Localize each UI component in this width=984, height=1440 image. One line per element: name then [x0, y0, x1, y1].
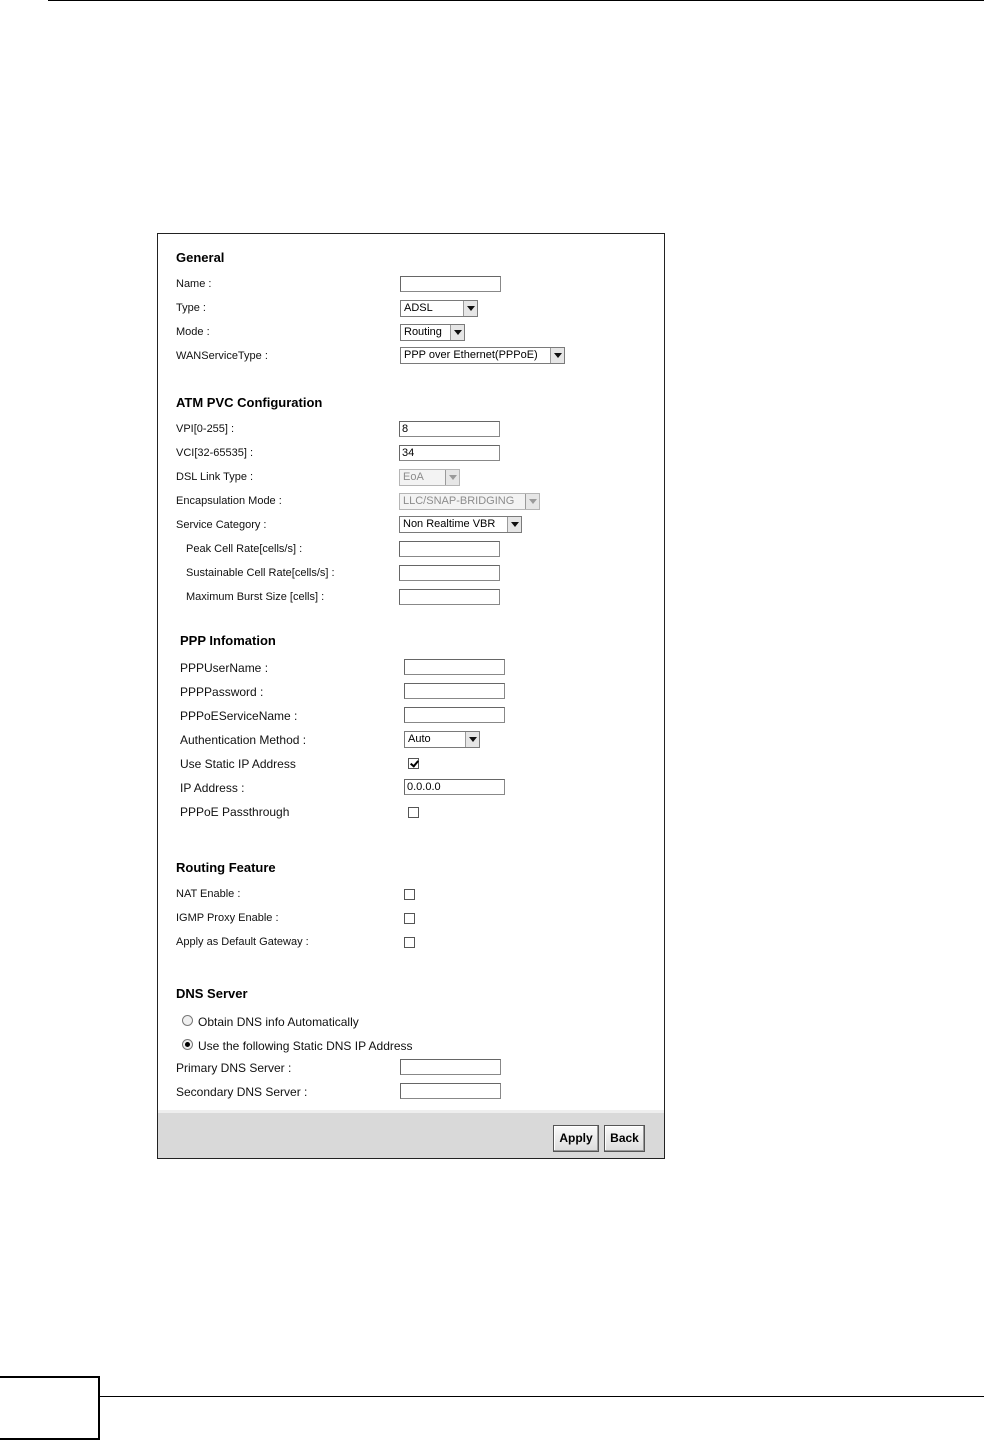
- ppp-password-input[interactable]: [404, 683, 505, 699]
- chevron-down-icon: [445, 470, 459, 485]
- default-gateway-checkbox[interactable]: [404, 937, 415, 948]
- peak-cell-rate-label: Peak Cell Rate[cells/s] :: [186, 543, 303, 555]
- name-label: Name :: [176, 278, 212, 290]
- pppoe-passthrough-label: PPPoE Passthrough: [180, 805, 290, 819]
- use-static-ip-checkbox[interactable]: [408, 758, 419, 769]
- dns-auto-label: Obtain DNS info Automatically: [198, 1015, 359, 1029]
- ppp-username-input[interactable]: [404, 659, 505, 675]
- authentication-method-value: Auto: [408, 733, 431, 745]
- apply-button[interactable]: Apply: [553, 1125, 599, 1152]
- encapsulation-mode-value: LLC/SNAP-BRIDGING: [403, 495, 515, 507]
- pppoe-service-name-input[interactable]: [404, 707, 505, 723]
- sustainable-cell-rate-label: Sustainable Cell Rate[cells/s] :: [186, 567, 335, 579]
- chevron-down-icon: [463, 301, 477, 316]
- nat-enable-checkbox[interactable]: [404, 889, 415, 900]
- button-bar: [158, 1110, 664, 1158]
- wan-settings-panel: [157, 233, 665, 1159]
- service-category-select[interactable]: [399, 516, 522, 533]
- dns-auto-radio[interactable]: [182, 1015, 193, 1026]
- dsl-link-type-value: EoA: [403, 471, 424, 483]
- peak-cell-rate-input[interactable]: [399, 541, 500, 557]
- dns-server-heading: DNS Server: [176, 986, 248, 1001]
- chevron-down-icon: [550, 348, 564, 363]
- ppp-info-heading: PPP Infomation: [180, 633, 276, 648]
- atm-pvc-heading: ATM PVC Configuration: [176, 395, 323, 410]
- pppoe-passthrough-checkbox[interactable]: [408, 807, 419, 818]
- chevron-down-icon: [465, 732, 479, 747]
- default-gateway-label: Apply as Default Gateway :: [176, 936, 309, 948]
- secondary-dns-label: Secondary DNS Server :: [176, 1085, 308, 1099]
- general-heading: General: [176, 250, 225, 265]
- dns-static-radio[interactable]: [182, 1039, 193, 1050]
- vpi-label: VPI[0-255] :: [176, 423, 235, 435]
- encapsulation-mode-select: [399, 493, 540, 510]
- routing-feature-heading: Routing Feature: [176, 860, 276, 875]
- chevron-down-icon: [525, 494, 539, 509]
- pppoe-service-name-label: PPPoEServiceName :: [180, 709, 298, 723]
- primary-dns-label: Primary DNS Server :: [176, 1061, 292, 1075]
- mode-select[interactable]: [400, 324, 465, 341]
- mode-select-value: Routing: [404, 326, 442, 338]
- wan-service-type-select[interactable]: [400, 347, 565, 364]
- vci-input[interactable]: [399, 445, 500, 461]
- vci-label: VCI[32-65535] :: [176, 447, 254, 459]
- ppp-password-label: PPPPassword :: [180, 685, 264, 699]
- authentication-method-select[interactable]: [404, 731, 480, 748]
- bottom-rule: [100, 1396, 984, 1397]
- vpi-input[interactable]: [399, 421, 500, 437]
- ppp-username-label: PPPUserName :: [180, 661, 269, 675]
- authentication-method-label: Authentication Method :: [180, 733, 307, 747]
- wan-service-type-label: WANServiceType :: [176, 350, 268, 362]
- mode-label: Mode :: [176, 326, 210, 338]
- igmp-proxy-label: IGMP Proxy Enable :: [176, 912, 279, 924]
- type-label: Type :: [176, 302, 206, 314]
- nat-enable-label: NAT Enable :: [176, 888, 241, 900]
- back-button[interactable]: Back: [604, 1125, 645, 1152]
- chevron-down-icon: [450, 325, 464, 340]
- type-select-value: ADSL: [404, 302, 433, 314]
- max-burst-size-label: Maximum Burst Size [cells] :: [186, 591, 325, 603]
- ip-address-label: IP Address :: [180, 781, 245, 795]
- ip-address-input[interactable]: [404, 779, 505, 795]
- dsl-link-type-label: DSL Link Type :: [176, 471, 254, 483]
- name-input[interactable]: [400, 276, 501, 292]
- button-bar-divider: [158, 1110, 664, 1113]
- max-burst-size-input[interactable]: [399, 589, 500, 605]
- primary-dns-input[interactable]: [400, 1059, 501, 1075]
- sustainable-cell-rate-input[interactable]: [399, 565, 500, 581]
- encapsulation-mode-label: Encapsulation Mode :: [176, 495, 282, 507]
- secondary-dns-input[interactable]: [400, 1083, 501, 1099]
- chevron-down-icon: [507, 517, 521, 532]
- top-rule: [48, 0, 984, 1]
- page-number-box: [0, 1376, 100, 1440]
- type-select[interactable]: [400, 300, 478, 317]
- dns-static-label: Use the following Static DNS IP Address: [198, 1039, 413, 1053]
- wan-service-type-value: PPP over Ethernet(PPPoE): [404, 349, 538, 361]
- service-category-value: Non Realtime VBR: [403, 518, 496, 530]
- igmp-proxy-checkbox[interactable]: [404, 913, 415, 924]
- dsl-link-type-select: [399, 469, 460, 486]
- service-category-label: Service Category :: [176, 519, 267, 531]
- use-static-ip-label: Use Static IP Address: [180, 757, 296, 771]
